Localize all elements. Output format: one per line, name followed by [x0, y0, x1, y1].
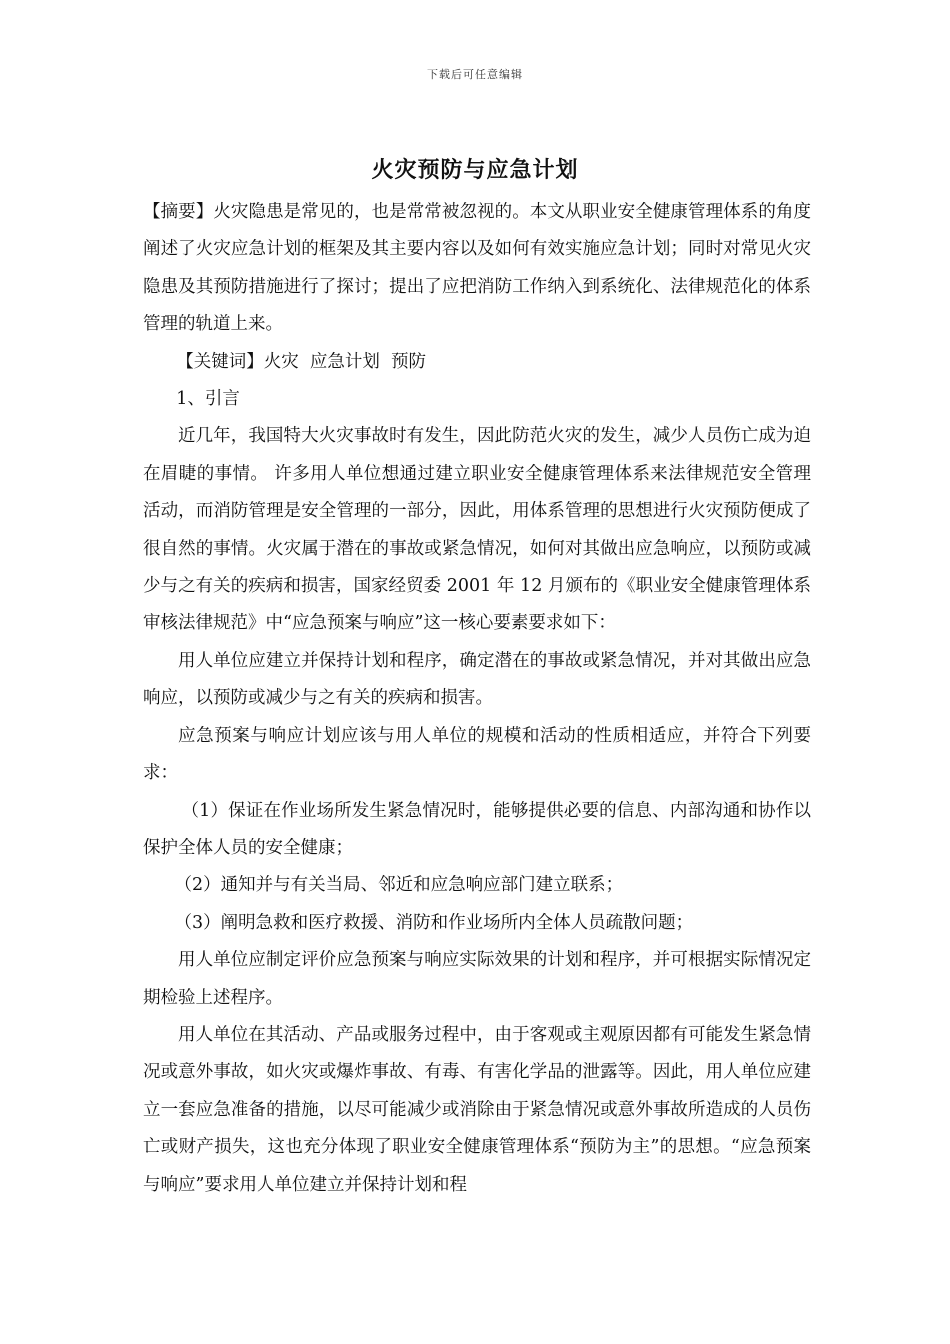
document-body — [143, 194, 811, 1204]
section-heading-introduction: 1、引言 — [176, 389, 240, 410]
abstract-paragraph: 【摘要】火灾隐患是常见的，也是常常被忽视的。本文从职业安全健康管理体系的角度阐述了火灾应急计划的框架及其主要内容以及如何有效实施应急计划；同时对常见火灾隐患及其预防措施进行了探讨；提出了应把消防工作纳入到系统化、法律规范化的体系管理的轨道上来。 — [143, 202, 811, 335]
body-paragraph: 应急预案与响应计划应该与用人单位的规模和活动的性质相适应，并符合下列要求： — [143, 725, 811, 784]
keywords-paragraph: 【关键词】火灾 应急计划 预防 — [176, 351, 426, 372]
header-note: 下载后可任意编辑 — [427, 68, 523, 81]
requirement-item: （2）通知并与有关当局、邻近和应急响应部门建立联系； — [174, 875, 624, 896]
body-paragraph: 用人单位应建立并保持计划和程序，确定潜在的事故或紧急情况，并对其做出应急响应，以预防或减少与之有关的疾病和损害。 — [143, 650, 811, 709]
requirement-item: （1）保证在作业场所发生紧急情况时，能够提供必要的信息、内部沟通和协作以保护全体人员的安全健康； — [143, 800, 811, 858]
body-paragraph: 用人单位应制定评价应急预案与响应实际效果的计划和程序，并可根据实际情况定期检验上述程序。 — [143, 950, 811, 1008]
document-title: 火灾预防与应急计划 — [371, 157, 579, 183]
requirement-item: （3）阐明急救和医疗救援、消防和作业场所内全体人员疏散问题； — [174, 912, 694, 933]
body-paragraph: 用人单位在其活动、产品或服务过程中，由于客观或主观原因都有可能发生紧急情况或意外事故，如火灾或爆炸事故、有毒、有害化学品的泄露等。因此，用人单位应建立一套应急准备的措施，以尽可能减少或消除由于紧急情况或意外事故所造成的人员伤亡或财产损失，这也充分体现了职业安全健康管理体系“预防为主”的思想。“应急预案与响应”要求用人单位建立并保持计划和程 — [143, 1024, 811, 1195]
body-paragraph: 近几年，我国特大火灾事故时有发生，因此防范火灾的发生，减少人员伤亡成为迫在眉睫的事情。 许多用人单位想通过建立职业安全健康管理体系来法律规范安全管理活动，而消防管理是安全管理的一部分，因此，用体系管理的思想进行火灾预防便成了很自然的事情。火灾属于潜在的事故或紧急情况，如何对其做出应急响应，以预防或减少与之有关的疾病和损害，国家经贸委 2001 年 12 月颁布的《职业安全健康管理体系审核法律规范》中“应急预案与响应”这一核心要素要求如下： — [143, 426, 811, 634]
